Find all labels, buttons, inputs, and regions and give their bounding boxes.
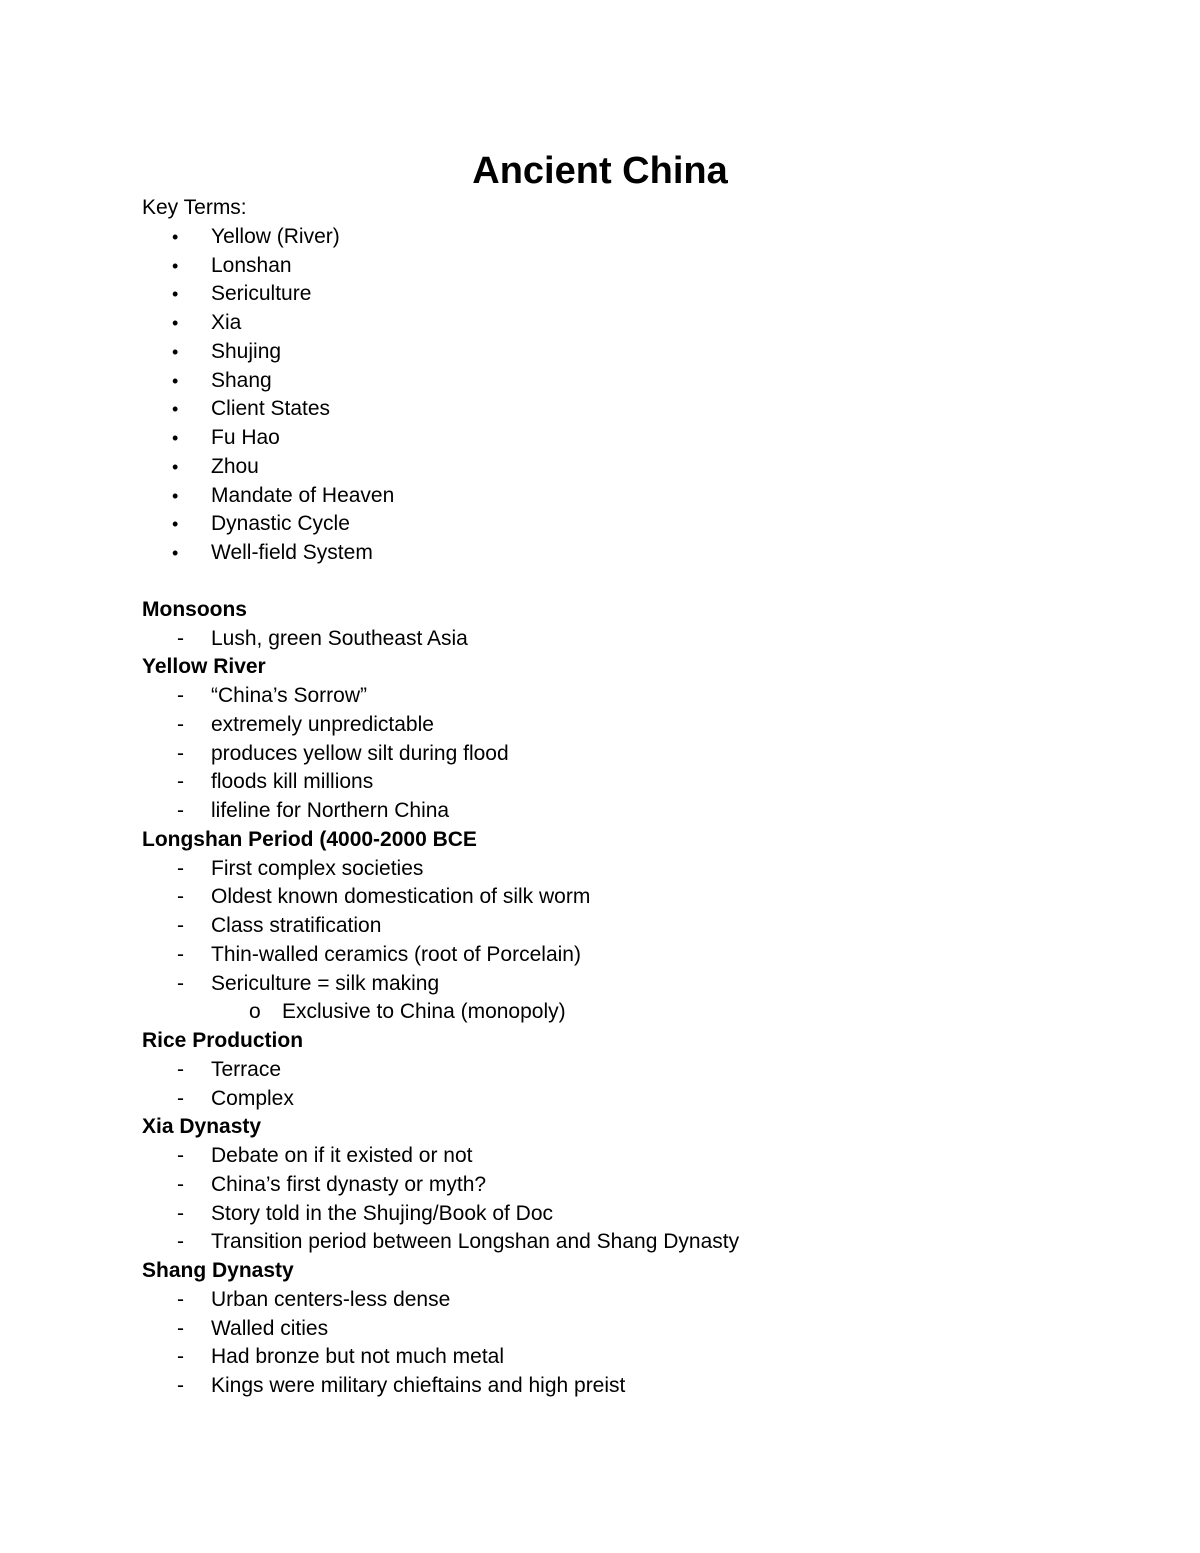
point-text: Complex (211, 1086, 294, 1110)
dash-marker: - (177, 856, 184, 880)
key-term-item (142, 280, 1142, 309)
dash-marker: - (177, 1230, 184, 1254)
subpoint-text: Exclusive to China (monopoly) (282, 1000, 566, 1024)
bullet-marker: • (172, 255, 179, 276)
key-terms-label: Key Terms: (142, 196, 247, 219)
point-text: extremely unpredictable (211, 712, 434, 736)
key-term-item (142, 510, 1142, 539)
key-term-text: Dynastic Cycle (211, 512, 350, 536)
key-term-text: Client States (211, 397, 331, 421)
key-term-text: Xia (211, 311, 242, 334)
point-text: Thin-walled ceramics (root of Porcelain) (211, 942, 581, 966)
section-point (142, 1142, 1142, 1171)
point-text: Lush, green Southeast Asia (211, 626, 468, 650)
section-point (142, 855, 1142, 884)
section-heading-shang-dynasty: Shang Dynasty (142, 1259, 294, 1282)
bullet-marker: • (172, 226, 179, 247)
section-point (142, 1372, 1142, 1401)
dash-marker: - (177, 1057, 184, 1081)
key-term-text: Fu Hao (211, 426, 280, 449)
section-point (142, 1171, 1142, 1200)
point-text: Had bronze but not much metal (211, 1345, 504, 1369)
circle-marker: o (249, 1000, 261, 1024)
point-text: Oldest known domestication of silk worm (211, 885, 591, 909)
point-text: Walled cities (211, 1316, 329, 1340)
point-text: Sericulture = silk making (211, 971, 440, 995)
key-term-item (142, 338, 1142, 367)
bullet-marker: • (172, 341, 179, 362)
section-point (142, 625, 1142, 654)
dash-marker: - (177, 1316, 184, 1340)
point-text: floods kill millions (211, 770, 374, 794)
dash-marker: - (177, 942, 184, 966)
bullet-marker: • (172, 313, 179, 333)
key-term-text: Sericulture (211, 282, 312, 306)
section-heading-yellow-river: Yellow River (142, 655, 266, 679)
point-text: Debate on if it existed or not (211, 1144, 473, 1167)
point-text: China’s first dynasty or myth? (211, 1172, 487, 1196)
section-point (142, 883, 1142, 912)
section-point (142, 1315, 1142, 1344)
section-point (142, 1228, 1142, 1257)
point-text: “China’s Sorrow” (211, 684, 367, 707)
key-term-text: Shang (211, 368, 272, 392)
section-point (142, 912, 1142, 941)
point-text: Kings were military chieftains and high preist (211, 1374, 626, 1397)
key-term-item (142, 309, 1142, 338)
section-subpoint (142, 998, 1142, 1027)
section-point (142, 941, 1142, 970)
document-title: Ancient China (472, 150, 728, 192)
key-term-item (142, 395, 1142, 424)
key-term-item (142, 453, 1142, 482)
section-point (142, 970, 1142, 999)
dash-marker: - (177, 1144, 184, 1167)
section-point (142, 1343, 1142, 1372)
point-text: Class stratification (211, 914, 382, 937)
point-text: lifeline for Northern China (211, 799, 450, 822)
key-term-item (142, 223, 1142, 252)
key-term-text: Yellow (River) (211, 224, 340, 248)
dash-marker: - (177, 1172, 184, 1196)
dash-marker: - (177, 684, 184, 707)
dash-marker: - (177, 1287, 184, 1311)
section-heading-xia-dynasty: Xia Dynasty (142, 1115, 262, 1139)
dash-marker: - (177, 712, 184, 736)
section-heading-rice-production: Rice Production (142, 1029, 304, 1052)
dash-marker: - (177, 799, 184, 822)
section-point (142, 768, 1142, 797)
section-point (142, 1056, 1142, 1085)
key-term-item (142, 367, 1142, 396)
bullet-marker: • (172, 543, 179, 563)
point-text: Urban centers-less dense (211, 1287, 451, 1311)
key-term-text: Well-field System (211, 541, 373, 564)
dash-marker: - (177, 770, 184, 794)
dash-marker: - (177, 1086, 184, 1110)
section-point (142, 1286, 1142, 1315)
point-text: Transition period between Longshan and Shang Dynasty (211, 1230, 740, 1254)
point-text: Terrace (211, 1057, 282, 1081)
section-point (142, 711, 1142, 740)
section-point (142, 682, 1142, 711)
bullet-marker: • (172, 284, 179, 305)
section-heading-longshan-period: Longshan Period (4000-2000 BCE (142, 827, 477, 851)
bullet-marker: • (172, 456, 179, 477)
spacer (142, 568, 1142, 596)
key-term-item (142, 424, 1142, 453)
point-text: First complex societies (211, 856, 424, 880)
key-term-item (142, 482, 1142, 511)
key-term-item (142, 252, 1142, 281)
point-text: produces yellow silt during flood (211, 741, 509, 765)
section-point (142, 797, 1142, 826)
key-term-text: Zhou (211, 454, 259, 478)
key-terms-list (142, 223, 1142, 568)
dash-marker: - (177, 914, 184, 937)
dash-marker: - (177, 971, 184, 995)
section-point (142, 1085, 1142, 1114)
bullet-marker: • (172, 485, 179, 506)
dash-marker: - (177, 1374, 184, 1397)
bullet-marker: • (172, 428, 179, 448)
dash-marker: - (177, 1345, 184, 1369)
document-body (142, 194, 1142, 1401)
bullet-marker: • (172, 370, 179, 391)
dash-marker: - (177, 1201, 184, 1225)
section-heading-monsoons: Monsoons (142, 597, 247, 621)
dash-marker: - (177, 741, 184, 765)
bullet-marker: • (172, 399, 179, 420)
dash-marker: - (177, 885, 184, 909)
dash-marker: - (177, 626, 184, 650)
section-point (142, 740, 1142, 769)
key-term-text: Shujing (211, 339, 282, 363)
point-text: Story told in the Shujing/Book of Doc (211, 1201, 554, 1225)
key-term-item (142, 539, 1142, 568)
key-term-text: Mandate of Heaven (211, 483, 395, 507)
section-point (142, 1200, 1142, 1229)
key-term-text: Lonshan (211, 253, 292, 277)
bullet-marker: • (172, 514, 179, 535)
